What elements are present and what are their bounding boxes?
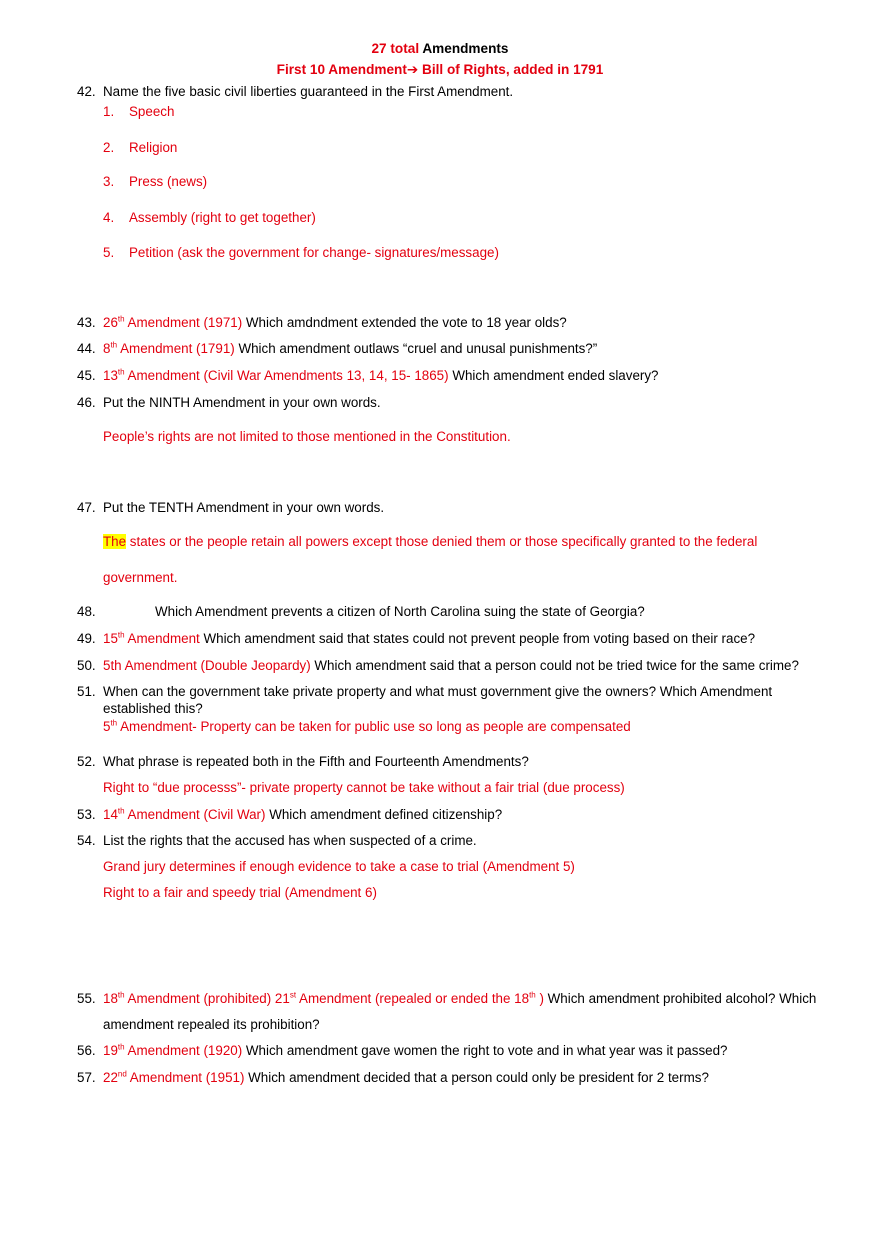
question-text: Which amendment decided that a person could only be president for 2 terms? xyxy=(244,1070,709,1085)
ordinal-suffix: th xyxy=(117,630,125,640)
answer-part: states or the people retain all powers except those denied them or those specifically granted to the federal xyxy=(126,534,758,549)
answer-part: Amendment (repealed or ended the 18 xyxy=(296,991,530,1006)
answer-part: Amendment (Civil War Amendments 13, 14, 15- 1865) xyxy=(124,368,449,383)
answer-part: Amendment (prohibited) 21 xyxy=(124,991,290,1006)
page-title xyxy=(0,41,880,56)
question-text-line2: amendment repealed its prohibition? xyxy=(103,1017,320,1032)
answer-part: Amendment (Civil War) xyxy=(124,807,266,822)
question-line xyxy=(103,991,816,1006)
arrow-right-icon: ➔ xyxy=(406,62,419,77)
question-text: Which amendment outlaws “cruel and unusal punishments?” xyxy=(234,341,598,356)
answer-item: Religion xyxy=(129,140,178,155)
answer-text xyxy=(103,631,200,646)
ordinal-suffix: th xyxy=(110,718,118,728)
ordinal-suffix: th xyxy=(117,367,125,377)
question-text: Which amendment said that states could not prevent people from voting based on their race? xyxy=(199,631,756,646)
question-number: 43. xyxy=(77,315,96,330)
list-number: 3. xyxy=(103,174,115,189)
question-number: 51. xyxy=(77,684,96,699)
question-text: Put the TENTH Amendment in your own words. xyxy=(103,500,385,515)
answer-part: 8 xyxy=(103,341,111,356)
answer-part: ) xyxy=(535,991,544,1006)
answer-text: Right to “due processs”- private property cannot be take without a fair trial (due process) xyxy=(103,780,625,795)
question-line xyxy=(103,368,659,383)
answer-part: 13 xyxy=(103,368,118,383)
answer-item: Speech xyxy=(129,104,175,119)
answer-text: People’s rights are not limited to those mentioned in the Constitution. xyxy=(103,429,511,444)
answer-text xyxy=(103,341,235,356)
answer-text: Right to a fair and speedy trial (Amendment 6) xyxy=(103,885,377,900)
answer-part: 14 xyxy=(103,807,118,822)
answer-item: Press (news) xyxy=(129,174,208,189)
question-number: 42. xyxy=(77,84,96,99)
ordinal-suffix: nd xyxy=(117,1069,127,1079)
question-text: Which amendment said that a person could not be tried twice for the same crime? xyxy=(310,658,799,673)
question-text: What phrase is repeated both in the Fifth and Fourteenth Amendments? xyxy=(103,754,529,769)
question-number: 52. xyxy=(77,754,96,769)
question-text: Put the NINTH Amendment in your own words. xyxy=(103,395,381,410)
ordinal-suffix: th xyxy=(529,990,536,1000)
list-number: 4. xyxy=(103,210,115,225)
list-number: 2. xyxy=(103,140,115,155)
answer-text xyxy=(103,719,631,734)
answer-part: 5 xyxy=(103,719,111,734)
question-number: 46. xyxy=(77,395,96,410)
subtitle-part-a: First 10 Amendment xyxy=(276,62,407,77)
answer-text xyxy=(103,991,544,1006)
question-text: Which amendment ended slavery? xyxy=(448,368,659,383)
question-number: 50. xyxy=(77,658,96,673)
question-line xyxy=(103,631,755,646)
question-line xyxy=(103,807,502,822)
answer-item: Assembly (right to get together) xyxy=(129,210,316,225)
answer-part: Amendment (1920) xyxy=(124,1043,243,1058)
ordinal-suffix: th xyxy=(117,806,125,816)
question-number: 57. xyxy=(77,1070,96,1085)
answer-part: Amendment- Property can be taken for public use so long as people are compensated xyxy=(117,719,631,734)
question-text: Which amdndment extended the vote to 18 year olds? xyxy=(242,315,567,330)
question-number: 56. xyxy=(77,1043,96,1058)
answer-text xyxy=(103,807,265,822)
answer-text xyxy=(103,1070,244,1085)
question-number: 54. xyxy=(77,833,96,848)
question-line xyxy=(103,658,799,673)
answer-text xyxy=(103,534,757,549)
answer-text xyxy=(103,368,449,383)
question-text-line2: established this? xyxy=(103,701,203,716)
question-number: 53. xyxy=(77,807,96,822)
answer-part: Amendment (1951) xyxy=(126,1070,245,1085)
question-text: Name the five basic civil liberties guaranteed in the First Amendment. xyxy=(103,84,514,99)
page-subtitle xyxy=(0,62,880,78)
answer-part: Amendment xyxy=(124,631,200,646)
answer-item: Petition (ask the government for change- signatures/message) xyxy=(129,245,499,260)
question-number: 44. xyxy=(77,341,96,356)
answer-part: 26 xyxy=(103,315,118,330)
answer-part: 15 xyxy=(103,631,118,646)
question-text: Which amendment gave women the right to vote and in what year was it passed? xyxy=(242,1043,728,1058)
list-number: 1. xyxy=(103,104,115,119)
question-text: Which amendment prohibited alcohol? Which xyxy=(543,991,817,1006)
question-number: 48. xyxy=(77,604,96,619)
question-line xyxy=(103,1070,709,1085)
ordinal-suffix: th xyxy=(117,990,125,1000)
question-line xyxy=(103,1043,728,1058)
answer-text: Grand jury determines if enough evidence to take a case to trial (Amendment 5) xyxy=(103,859,575,874)
answer-text: 5th Amendment (Double Jeopardy) xyxy=(103,658,311,673)
title-black: Amendments xyxy=(419,41,509,56)
question-line xyxy=(103,315,567,330)
title-red: 27 total xyxy=(371,41,420,56)
question-text: When can the government take private property and what must government give the owners? Which Amendment xyxy=(103,684,773,699)
subtitle-part-b: Bill of Rights, added in 1791 xyxy=(418,62,604,77)
ordinal-suffix: th xyxy=(117,314,125,324)
answer-part: 18 xyxy=(103,991,118,1006)
question-number: 55. xyxy=(77,991,96,1006)
question-number: 49. xyxy=(77,631,96,646)
ordinal-suffix: th xyxy=(117,1042,125,1052)
ordinal-suffix: st xyxy=(289,990,297,1000)
question-number: 47. xyxy=(77,500,96,515)
answer-text xyxy=(103,315,242,330)
question-number: 45. xyxy=(77,368,96,383)
ordinal-suffix: th xyxy=(110,340,118,350)
question-text: Which Amendment prevents a citizen of North Carolina suing the state of Georgia? xyxy=(155,604,645,619)
question-line xyxy=(103,341,597,356)
answer-part: 19 xyxy=(103,1043,118,1058)
highlighted-word: The xyxy=(103,534,127,549)
answer-part: Amendment (1791) xyxy=(117,341,235,356)
list-number: 5. xyxy=(103,245,115,260)
question-text: Which amendment defined citizenship? xyxy=(265,807,503,822)
answer-text-line2: government. xyxy=(103,570,178,585)
question-text: List the rights that the accused has when suspected of a crime. xyxy=(103,833,477,848)
answer-part: Amendment (1971) xyxy=(124,315,243,330)
answer-text xyxy=(103,1043,242,1058)
answer-part: 22 xyxy=(103,1070,118,1085)
